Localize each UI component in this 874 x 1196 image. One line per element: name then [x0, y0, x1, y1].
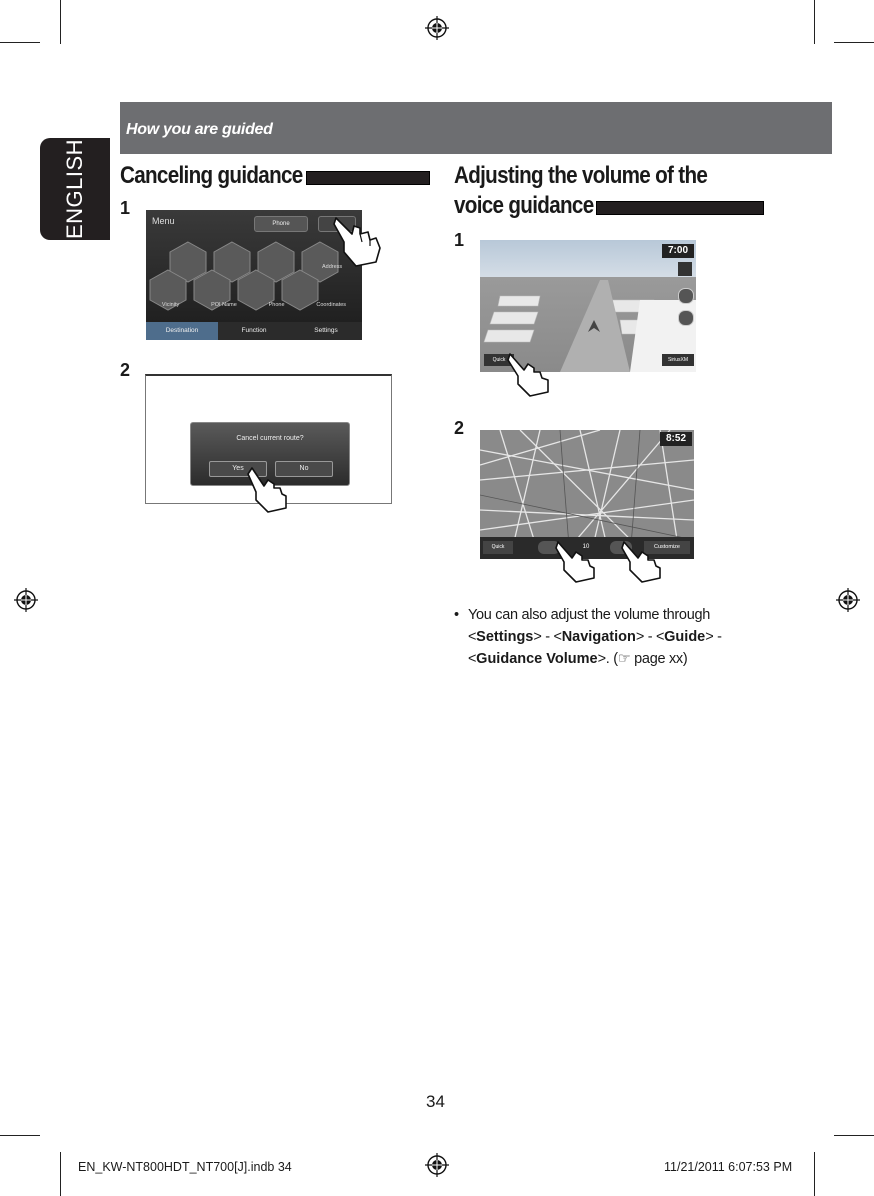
pointing-hand-icon	[618, 538, 668, 584]
bullet-mark: •	[454, 607, 460, 623]
registration-mark-icon	[836, 588, 860, 612]
registration-mark-icon	[14, 588, 38, 612]
crop-mark	[60, 1152, 61, 1196]
navigation-link: Navigation	[561, 629, 636, 645]
pointing-hand-icon	[504, 350, 556, 398]
zoom-out-button[interactable]	[678, 310, 694, 326]
no-button[interactable]: No	[275, 461, 333, 477]
language-label: ENGLISH	[62, 138, 87, 240]
siriusxm-button[interactable]: SiriusXM	[662, 354, 694, 366]
tab-settings[interactable]: Settings	[314, 327, 338, 334]
volume-note: • You can also adjust the volume through <Settings> - <Navigation> - <Guide> - <Guidance Volume>. (☞ page xx)	[454, 604, 774, 670]
step-number: 2	[454, 418, 465, 438]
quick-button[interactable]: Quick	[483, 541, 513, 554]
compass-icon[interactable]	[678, 262, 692, 276]
step-number: 1	[454, 230, 465, 250]
tile-label[interactable]: Address	[322, 264, 343, 270]
clock: 8:52	[660, 432, 692, 446]
yes-button[interactable]: Yes	[209, 461, 267, 477]
registration-mark-icon	[425, 16, 449, 40]
tile-label[interactable]: Phone	[268, 302, 285, 308]
heading-rule	[306, 171, 430, 185]
crop-mark	[814, 1152, 815, 1196]
volume-heading-line2: voice guidance	[454, 192, 594, 219]
zoom-in-button[interactable]	[678, 288, 694, 304]
crop-mark	[834, 1135, 874, 1136]
heading-rule	[596, 201, 764, 215]
tile-label[interactable]: Vicinity	[161, 302, 180, 308]
quick-button[interactable]: Quick	[484, 354, 514, 366]
tile-label[interactable]: Coordinates	[316, 302, 347, 308]
pointing-hand-icon	[244, 464, 294, 514]
menu-title: Menu	[152, 216, 175, 226]
page-number: 34	[426, 1092, 445, 1111]
customize-button[interactable]: Customize	[644, 541, 690, 554]
crop-mark	[0, 1135, 40, 1136]
guidance-volume-link: Guidance Volume	[476, 651, 598, 667]
step-number: 2	[120, 360, 131, 380]
settings-link: Settings	[476, 629, 534, 645]
dialog-message: Cancel current route?	[236, 435, 304, 442]
volume-heading-line1: Adjusting the volume of the	[454, 162, 708, 189]
registration-mark-icon	[425, 1153, 449, 1177]
crop-mark	[834, 42, 874, 43]
crop-mark	[814, 0, 815, 44]
crop-mark	[0, 42, 40, 43]
volume-level: 10	[582, 544, 590, 550]
tab-function[interactable]: Function	[241, 327, 267, 334]
step-number: 1	[120, 198, 131, 218]
footer-filename: EN_KW-NT800HDT_NT700[J].indb 34	[78, 1160, 292, 1174]
canceling-guidance-heading: Canceling guidance	[120, 162, 303, 189]
section-title: How you are guided	[126, 121, 273, 138]
clock: 7:00	[662, 244, 694, 258]
crop-mark	[60, 0, 61, 44]
tab-destination[interactable]: Destination	[146, 322, 218, 340]
pointing-hand-icon	[330, 212, 392, 268]
tile-label[interactable]: POI Name	[211, 302, 237, 308]
guide-link: Guide	[664, 629, 706, 645]
phone-button[interactable]: Phone	[254, 216, 308, 232]
pointing-hand-icon	[552, 538, 602, 584]
footer-timestamp: 11/21/2011 6:07:53 PM	[664, 1160, 793, 1174]
